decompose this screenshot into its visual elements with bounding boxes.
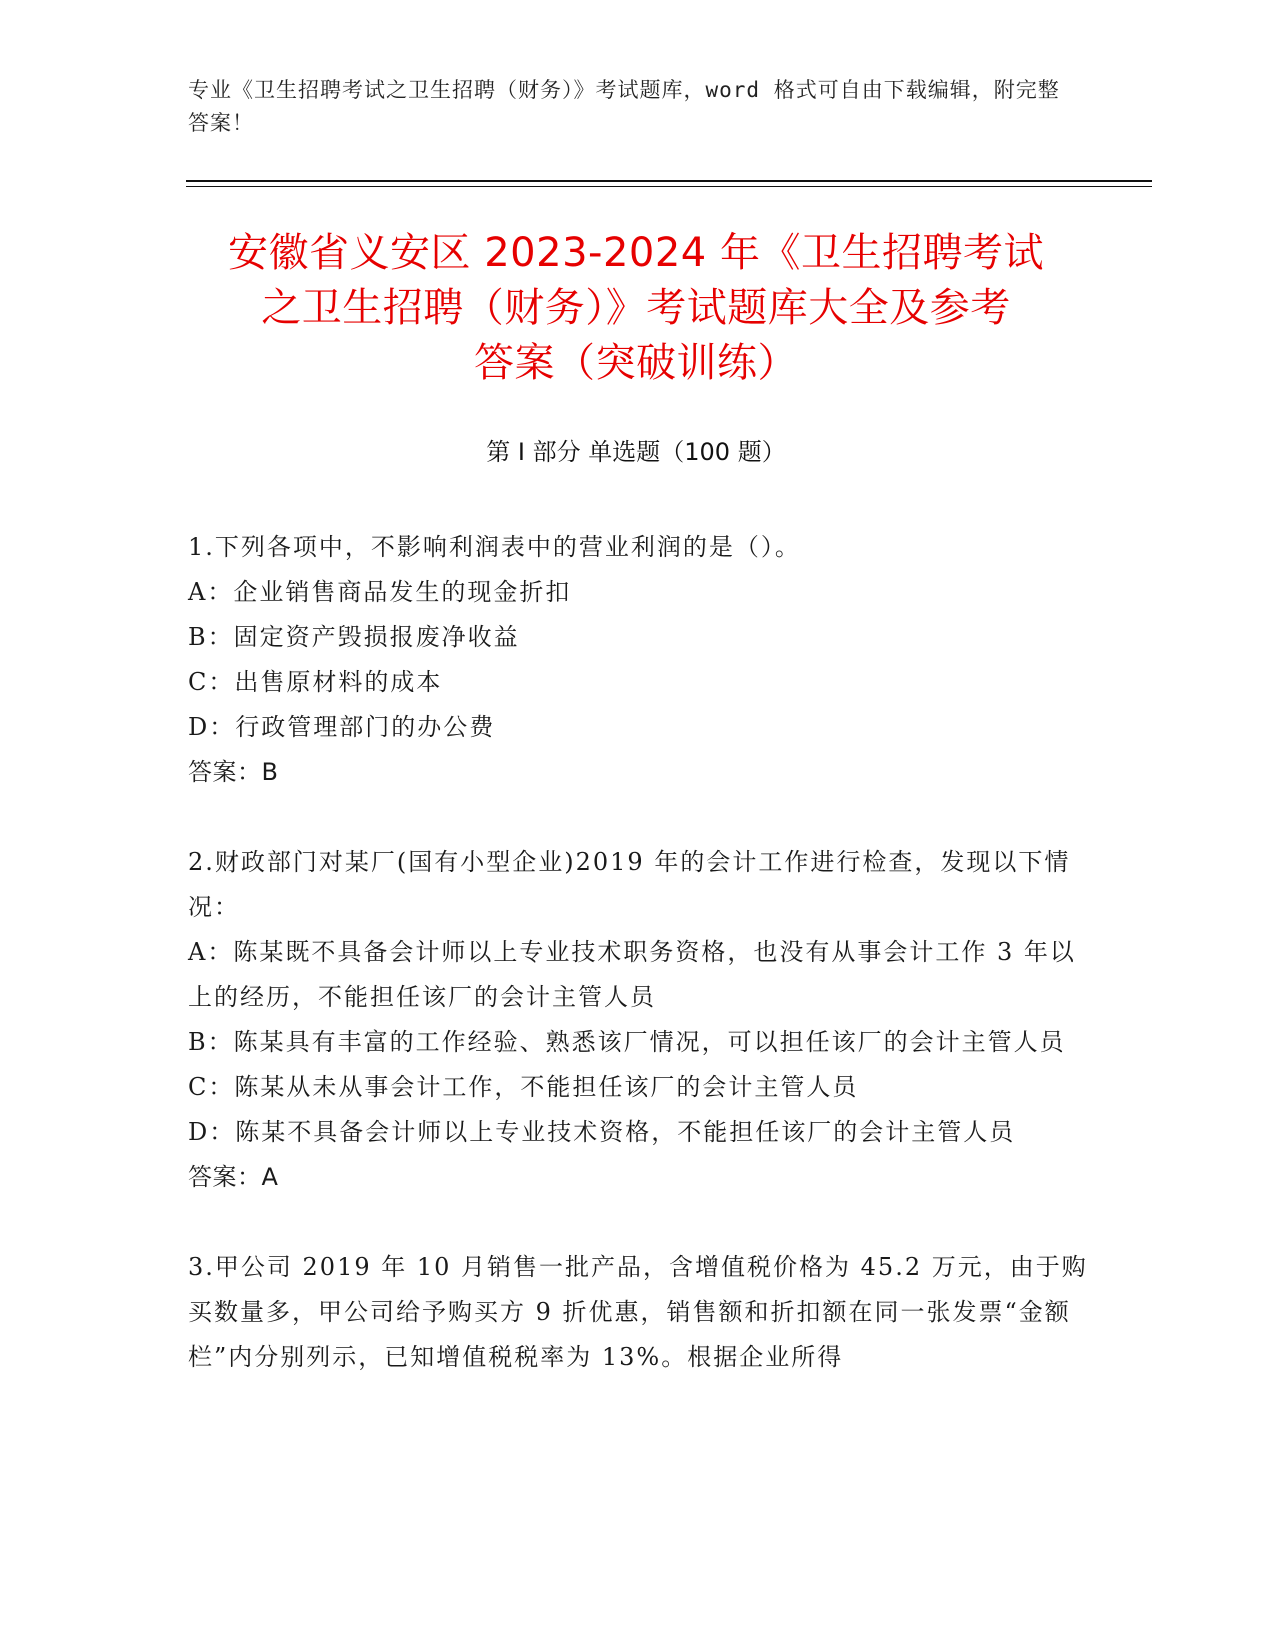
option-d: D：行政管理部门的办公费 [188, 713, 496, 741]
option-c: C：陈某从未从事会计工作，不能担任该厂的会计主管人员 [188, 1073, 859, 1101]
document-title [186, 226, 1086, 391]
answer: 答案：A [188, 1163, 279, 1191]
header-divider-thick [186, 180, 1152, 182]
option-b: B：固定资产毁损报废净收益 [188, 623, 520, 651]
header-note: 专业《卫生招聘考试之卫生招聘（财务）》考试题库，word 格式可自由下载编辑，附完整答案！ [188, 78, 1060, 135]
option-c: C：出售原材料的成本 [188, 668, 443, 696]
question-list [188, 525, 1088, 1425]
answer: 答案：B [188, 758, 279, 786]
title-line: 答案（突破训练） [474, 340, 798, 386]
question-stem: 1.下列各项中，不影响利润表中的营业利润的是（）。 [188, 533, 801, 561]
header-divider-thin [186, 186, 1152, 187]
question-item [188, 1245, 1088, 1380]
question-item [188, 840, 1088, 1200]
option-a: A：企业销售商品发生的现金折扣 [188, 578, 572, 606]
question-item [188, 525, 1088, 795]
question-stem: 3.甲公司 2019 年 10 月销售一批产品，含增值税价格为 45.2 万元，由于购买数量多，甲公司给予购买方 9 折优惠，销售额和折扣额在同一张发票“金额栏”内分别列示，已知增值税税率为 13%。根据企业所得 [188, 1253, 1088, 1371]
title-line: 安徽省义安区 2023-2024 年《卫生招聘考试 [228, 230, 1044, 276]
option-d: D：陈某不具备会计师以上专业技术资格，不能担任该厂的会计主管人员 [188, 1118, 1016, 1146]
question-stem: 2.财政部门对某厂(国有小型企业)2019 年的会计工作进行检查，发现以下情况： [188, 848, 1071, 921]
option-b: B：陈某具有丰富的工作经验、熟悉该厂情况，可以担任该厂的会计主管人员 [188, 1028, 1066, 1056]
option-a: A：陈某既不具备会计师以上专业技术职务资格，也没有从事会计工作 3 年以上的经历，不能担任该厂的会计主管人员 [188, 938, 1076, 1011]
title-line: 之卫生招聘（财务）》考试题库大全及参考 [261, 285, 1011, 331]
section-heading: 第 I 部分 单选题（100 题） [486, 438, 786, 466]
